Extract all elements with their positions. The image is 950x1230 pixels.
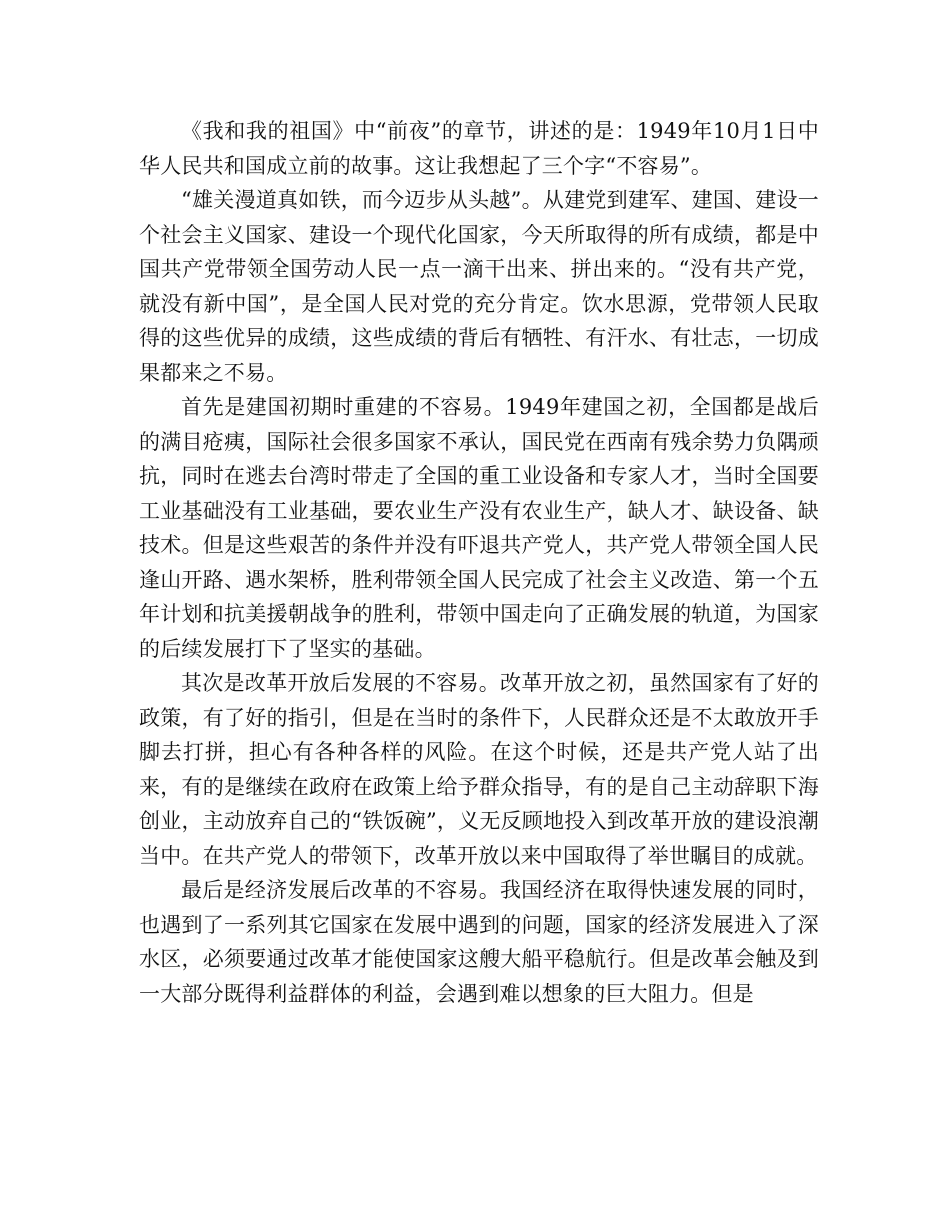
paragraph-5: 最后是经济发展后改革的不容易。我国经济在取得快速发展的同时，也遇到了一系列其它国家在发展中遇到的问题，国家的经济发展进入了深水区，必须要通过改革才能使国家这艘大船平稳航行。但是改革会触及到一大部分既得利益群体的利益，会遇到难以想象的巨大阻力。但是 xyxy=(139,878,819,1006)
paragraph-2: “雄关漫道真如铁，而今迈步从头越”。从建党到建军、建国、建设一个社会主义国家、建设一个现代化国家，今天所取得的所有成绩，都是中国共产党带领全国劳动人民一点一滴干出来、拼出来的。“没有共产党，就没有新中国”，是全国人民对党的充分肯定。饮水思源，党带领人民取得的这些优异的成绩，这些成绩的背后有牺牲、有汗水、有壮志，一切成果都来之不易。 xyxy=(139,188,819,385)
paragraph-1: 《我和我的祖国》中“前夜”的章节，讲述的是：1949年10月1日中华人民共和国成立前的故事。这让我想起了三个字“不容易”。 xyxy=(139,119,819,178)
paragraph-4: 其次是改革开放后发展的不容易。改革开放之初，虽然国家有了好的政策，有了好的指引，但是在当时的条件下，人民群众还是不太敢放开手脚去打拼，担心有各种各样的风险。在这个时候，还是共产党人站了出来，有的是继续在政府在政策上给予群众指导，有的是自己主动辞职下海创业，主动放弃自己的“铁饭碗”，义无反顾地投入到改革开放的建设浪潮当中。在共产党人的带领下，改革开放以来中国取得了举世瞩目的成就。 xyxy=(139,671,819,868)
document-body xyxy=(139,114,819,1011)
paragraph-3: 首先是建国初期时重建的不容易。1949年建国之初，全国都是战后的满目疮痍，国际社会很多国家不承认，国民党在西南有残余势力负隅顽抗，同时在逃去台湾时带走了全国的重工业设备和专家人才，当时全国要工业基础没有工业基础，要农业生产没有农业生产，缺人才、缺设备、缺技术。但是这些艰苦的条件并没有吓退共产党人，共产党人带领全国人民逢山开路、遇水架桥，胜利带领全国人民完成了社会主义改造、第一个五年计划和抗美援朝战争的胜利，带领中国走向了正确发展的轨道，为国家的后续发展打下了坚实的基础。 xyxy=(139,395,819,661)
